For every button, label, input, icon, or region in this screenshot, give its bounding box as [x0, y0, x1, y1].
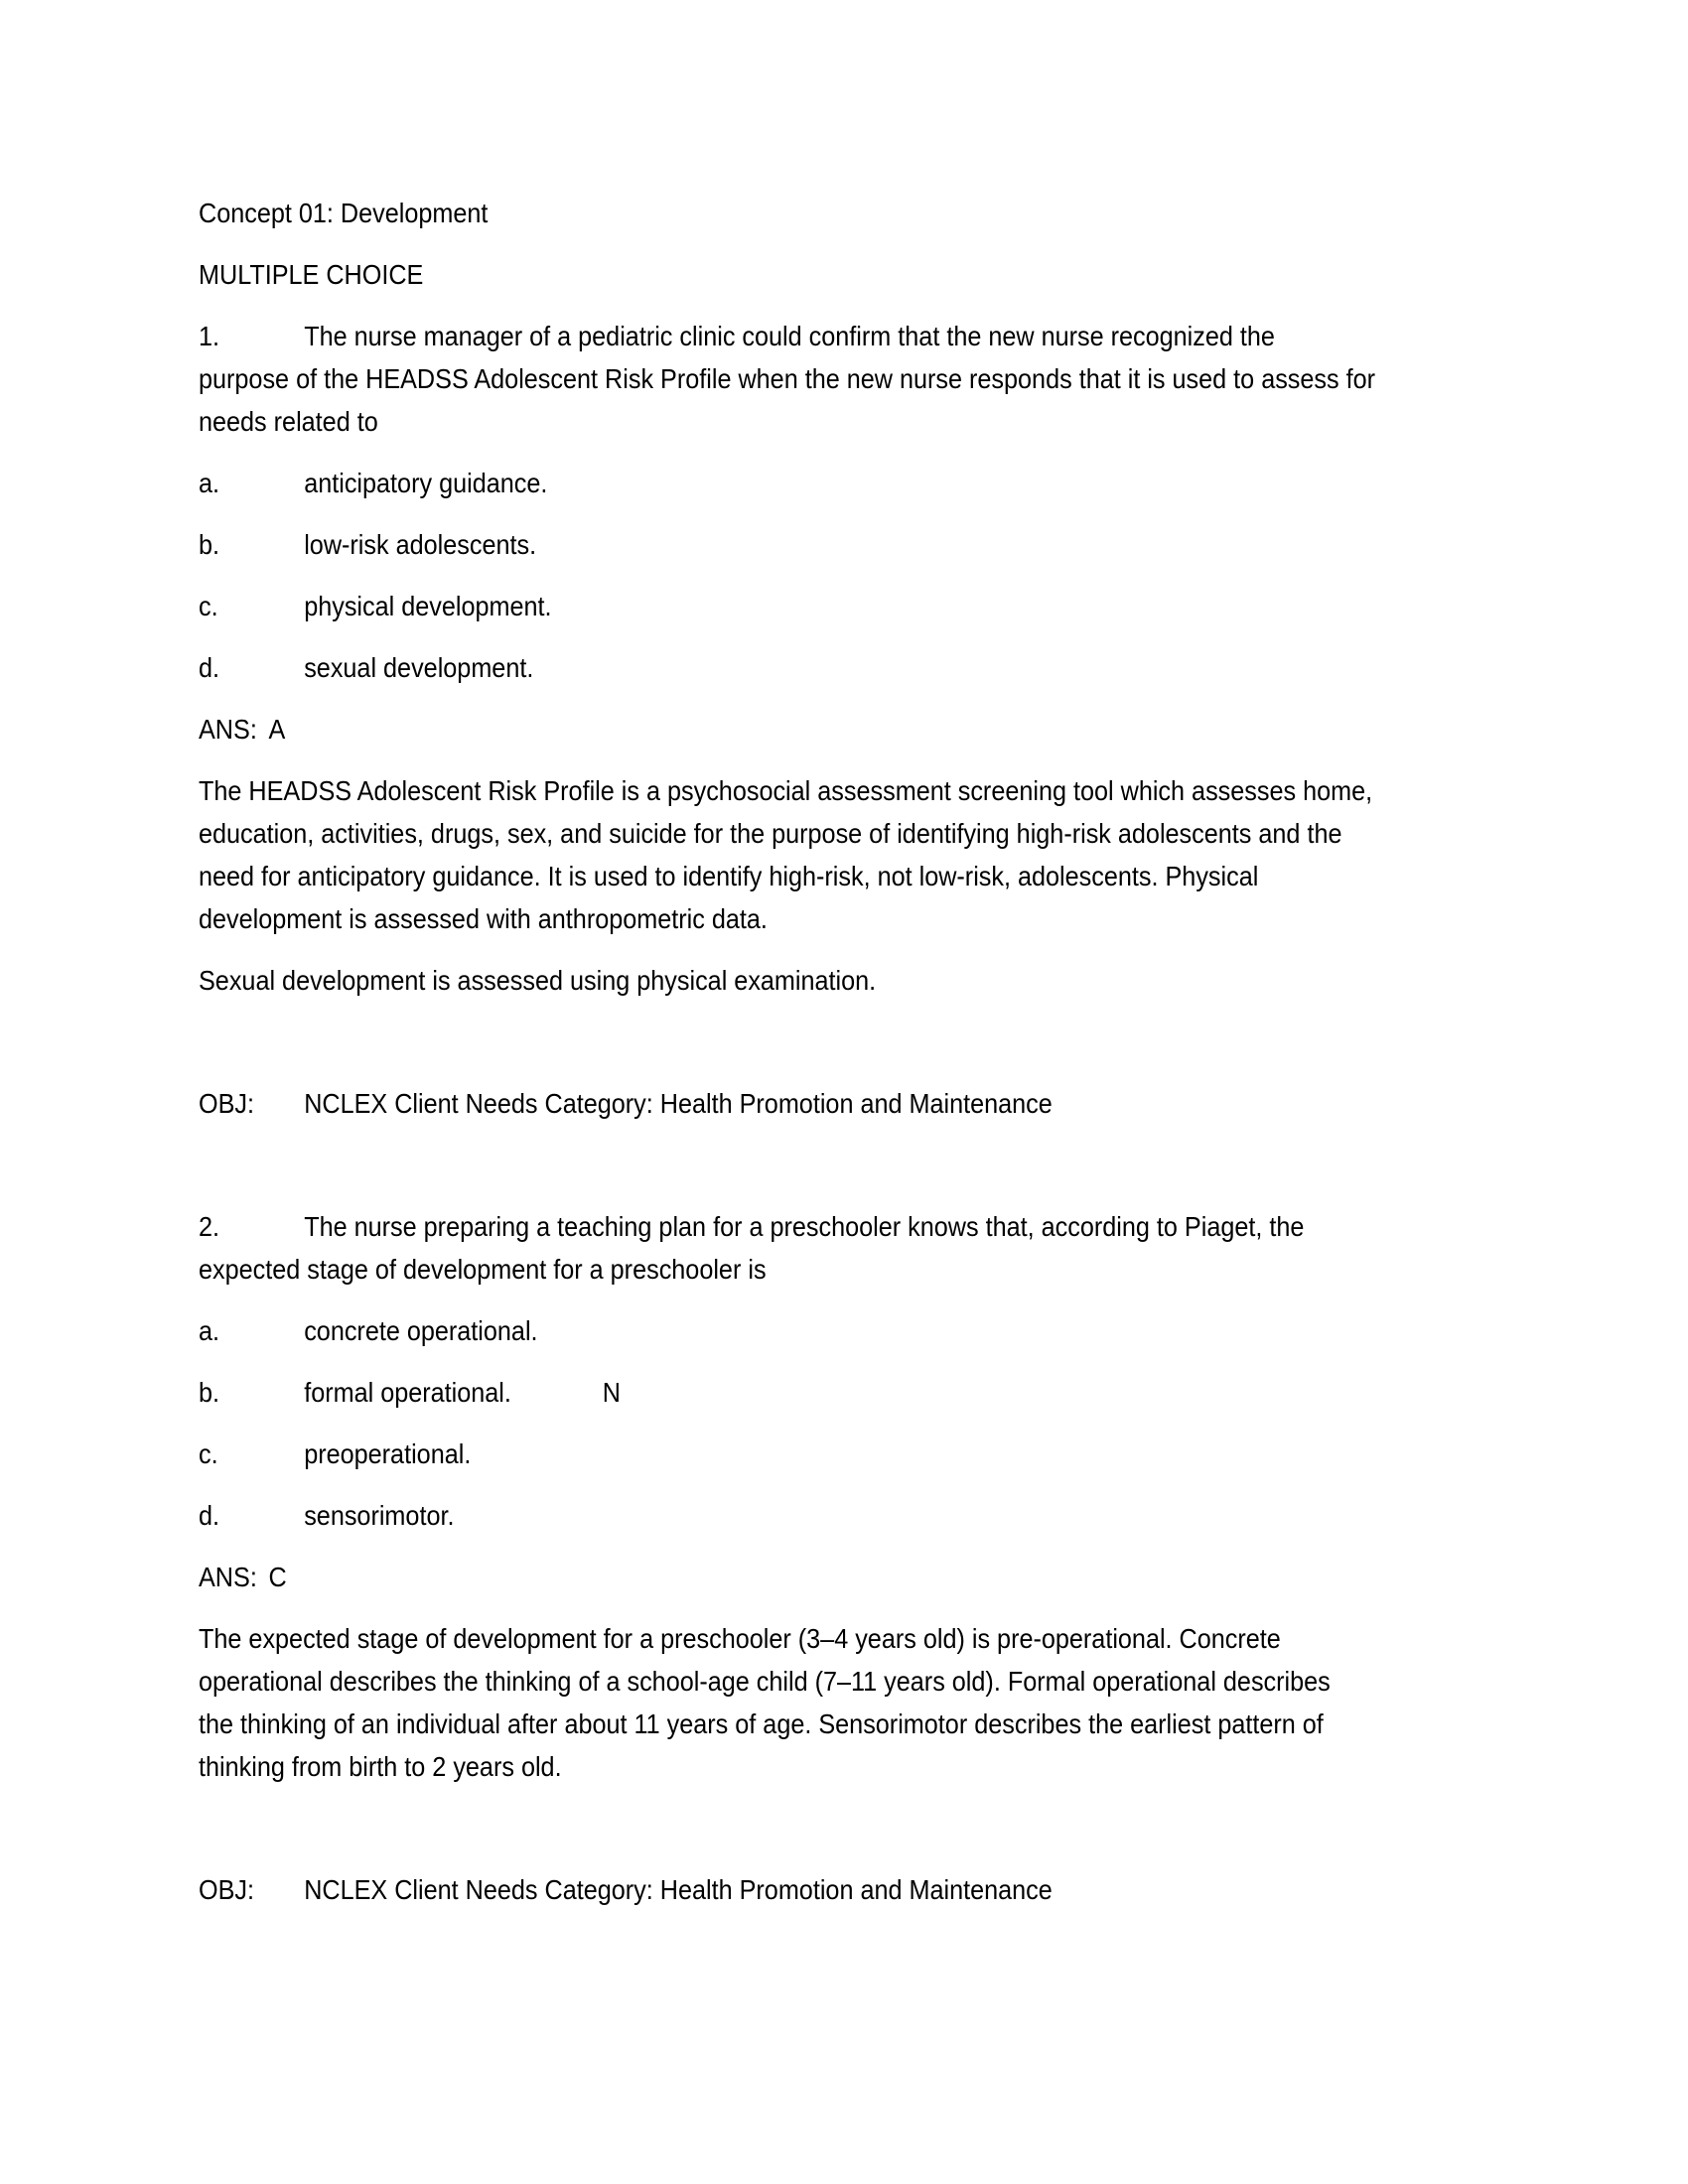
question-1-option-c — [199, 585, 1496, 627]
objective-label: OBJ: — [199, 1088, 255, 1119]
answer-label: ANS: — [199, 714, 257, 745]
question-2-option-a — [199, 1309, 1496, 1352]
text-line — [199, 315, 1496, 357]
question-2-rationale — [199, 1617, 1496, 1788]
blank-line — [199, 1021, 1496, 1063]
option-text: physical development. — [304, 591, 552, 621]
option-text: concrete operational. — [304, 1315, 538, 1346]
rationale-line-2: education, activities, drugs, sex, and suicide for the purpose of identifying high-risk adolescents and the — [199, 818, 1342, 849]
option-letter: b. — [199, 529, 220, 560]
blank-line — [199, 1144, 1496, 1186]
question-1-number: 1. — [199, 321, 220, 351]
answer-label: ANS: — [199, 1562, 257, 1592]
option-text: low-risk adolescents. — [304, 529, 537, 560]
question-2-objective — [199, 1868, 1496, 1911]
question-2-stem-line-2: expected stage of development for a preschooler is — [199, 1254, 767, 1285]
question-2-answer — [199, 1556, 1496, 1598]
question-2-stem-line-1: The nurse preparing a teaching plan for a preschooler knows that, according to Piaget, the — [304, 1211, 1305, 1242]
rationale-line-4: thinking from birth to 2 years old. — [199, 1751, 562, 1782]
question-2-stem — [199, 1205, 1496, 1291]
objective-label: OBJ: — [199, 1874, 255, 1905]
option-letter: a. — [199, 1315, 220, 1346]
question-1-stem-line-1: The nurse manager of a pediatric clinic could confirm that the new nurse recognized the — [304, 321, 1275, 351]
question-2-option-b — [199, 1371, 1496, 1414]
option-letter: b. — [199, 1377, 220, 1408]
option-suffix-note: N — [602, 1377, 622, 1408]
option-letter: d. — [199, 1500, 220, 1531]
rationale-line-4: development is assessed with anthropometric data. — [199, 903, 768, 934]
option-letter: d. — [199, 652, 220, 683]
option-text: sexual development. — [304, 652, 534, 683]
option-text: anticipatory guidance. — [304, 468, 548, 498]
question-1-option-b — [199, 523, 1496, 566]
document-content — [199, 192, 1496, 1930]
rationale-line-3: the thinking of an individual after about 11 years of age. Sensorimotor describes the earliest pattern of — [199, 1708, 1324, 1739]
option-letter: c. — [199, 1438, 218, 1469]
question-2-option-c — [199, 1433, 1496, 1475]
section-heading: MULTIPLE CHOICE — [199, 259, 424, 290]
question-1-stem-line-3: needs related to — [199, 406, 378, 437]
option-letter: c. — [199, 591, 218, 621]
rationale-line-1: The expected stage of development for a preschooler (3–4 years old) is pre-operational. Concrete — [199, 1623, 1281, 1654]
answer-value: C — [268, 1562, 287, 1592]
option-text: preoperational. — [304, 1438, 472, 1469]
option-text: sensorimotor. — [304, 1500, 455, 1531]
document-title: Concept 01: Development — [199, 198, 489, 228]
answer-value: A — [268, 714, 286, 745]
rationale-line-1: The HEADSS Adolescent Risk Profile is a psychosocial assessment screening tool which assesses home, — [199, 775, 1373, 806]
objective-text: NCLEX Client Needs Category: Health Promotion and Maintenance — [304, 1874, 1053, 1905]
option-letter: a. — [199, 468, 220, 498]
question-1-option-a — [199, 462, 1496, 504]
text-line — [199, 1205, 1496, 1248]
blank-line — [199, 1807, 1496, 1849]
rationale-line-3: need for anticipatory guidance. It is used to identify high-risk, not low-risk, adolescents. Physical — [199, 861, 1259, 891]
question-1-answer — [199, 708, 1496, 751]
question-1-stem-line-2: purpose of the HEADSS Adolescent Risk Profile when the new nurse responds that it is used to assess for — [199, 363, 1376, 394]
question-2-option-d — [199, 1494, 1496, 1537]
option-text: formal operational. — [304, 1377, 511, 1408]
rationale-line-2: operational describes the thinking of a school-age child (7–11 years old). Formal operational describes — [199, 1666, 1331, 1697]
objective-text: NCLEX Client Needs Category: Health Promotion and Maintenance — [304, 1088, 1053, 1119]
question-2-number: 2. — [199, 1211, 220, 1242]
question-1-rationale-note: Sexual development is assessed using physical examination. — [199, 965, 877, 996]
question-1-option-d — [199, 646, 1496, 689]
question-1-stem — [199, 315, 1496, 443]
question-1-rationale — [199, 769, 1496, 940]
question-1-objective — [199, 1082, 1496, 1125]
